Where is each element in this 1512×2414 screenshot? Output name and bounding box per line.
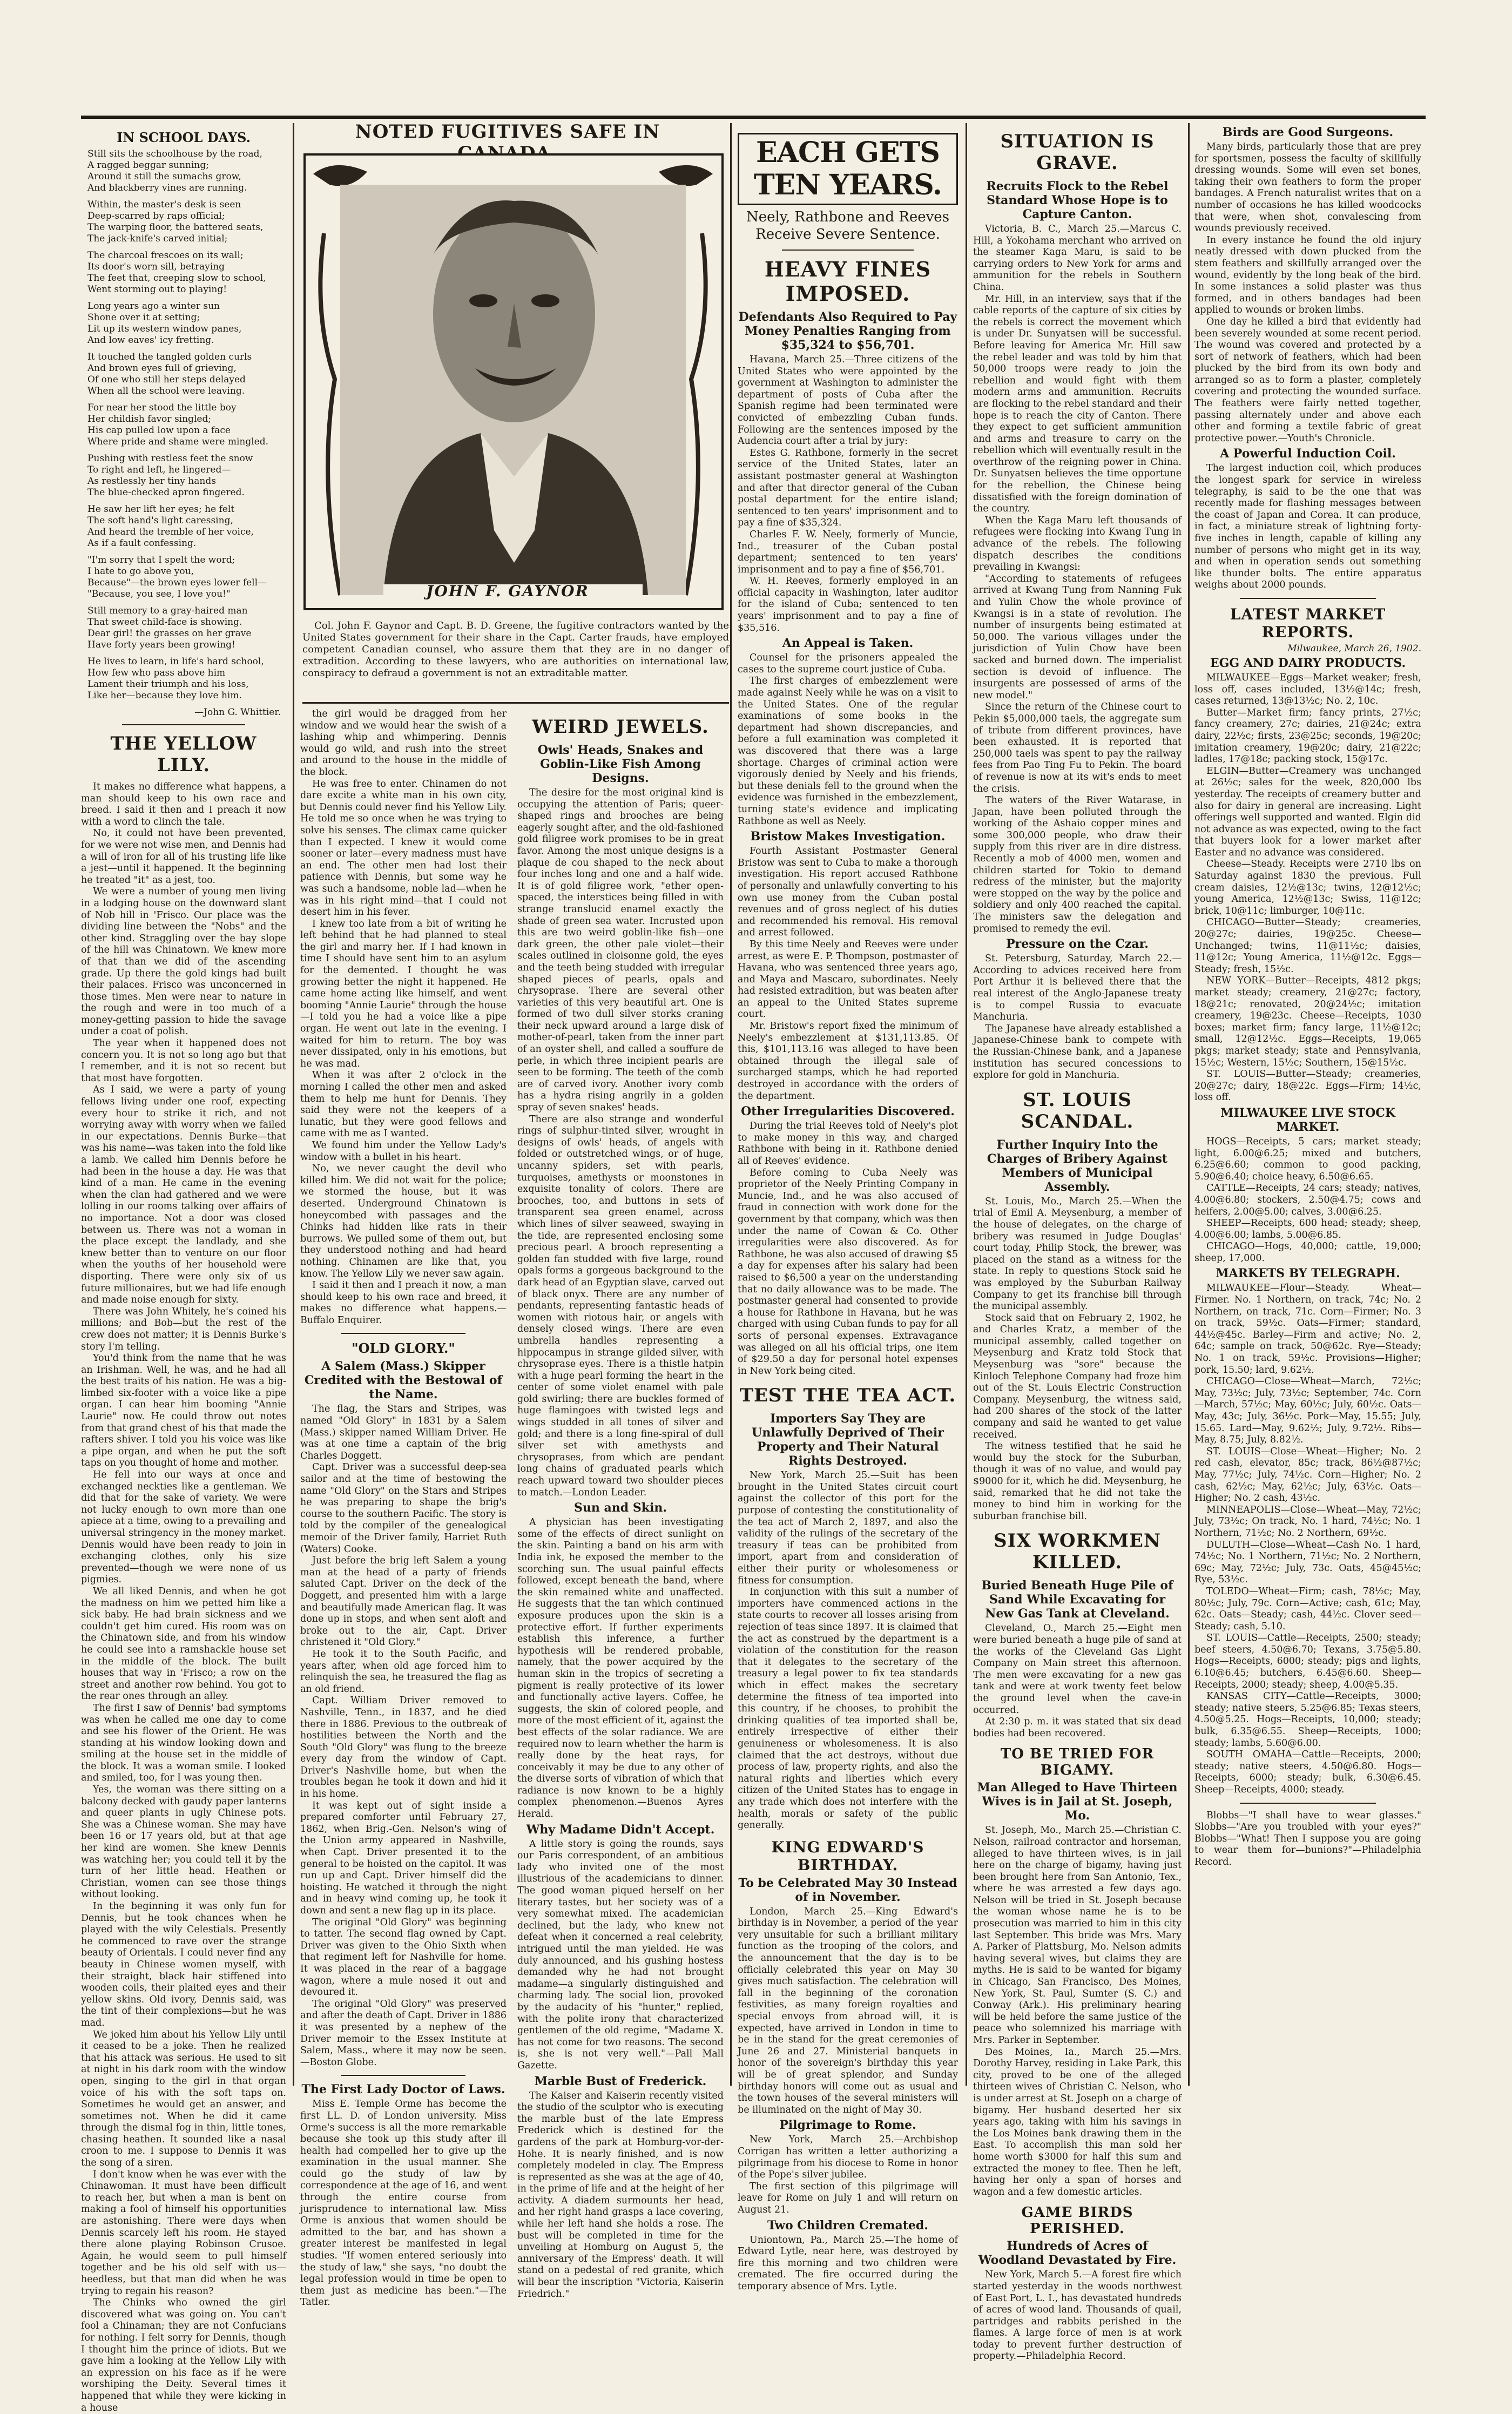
paragraph: Havana, March 25.—Three citizens of the United States who were appointed by the government at Washington to administer the department of posts of Cuba after the Spanish regime had been terminated were convicted of embezzling Cuban funds. Following are the sentences imposed by the Audencia court after a trial by jury:: [738, 354, 958, 447]
poem-title: IN SCHOOL DAYS.: [117, 130, 251, 145]
portrait-headline: NOTED FUGITIVES SAFE IN: [355, 121, 660, 143]
six-body: [973, 1623, 1182, 1739]
paragraph: Cheese—Steady. Receipts were 2710 lbs on Saturday against 1830 the previous. Full cream daisies, 12½@13c; twins, 12@12½c; young America, 12½@13c; Swiss, 11@12c; brick, 10@11c; limburger, 10@11c.: [1194, 859, 1421, 916]
bigamy-body: [973, 1825, 1182, 2198]
king-deck: To be Celebrated May 30 Instead of in November.: [738, 1876, 957, 1904]
paragraph: During the trial Reeves told of Neely's plot to make money in this way, and charged Rathbone with being in it. Rathbone denied all of Reeves' evidence.: [738, 1121, 958, 1166]
bristow-title: Bristow Makes Investigation.: [750, 830, 946, 844]
paragraph: ELGIN—Butter—Creamery was unchanged at 26½c; sales for the week, 820,000 lbs yesterday. The receipts of creamery butter and also for dairy in general are increasing. Light offerings well supported and wanted. Elgin did not advance as was expected, owing to the fact that buyers look for a lower market after Easter and no advance was considered.: [1194, 765, 1421, 858]
paragraph: A physician has been investigating some of the effects of direct sunlight on the skin. Painting a band on his arm with India ink, he exposed the member to the scorching sun. The usual painful effects followed, except beneath the band, where the skin remained white and unaffected. He suggests that the tan which continued exposure produces upon the skin is a protective effort. If further experiments establish this inference, a further hypothesis will be rendered probable, namely, that the power acquired by the human skin in the tropics of secreting a pigment is really protective of its lower and functionally active layers. Coffee, he suggests, the skin of colored people, and more of the most efficient of it, against the best effects of the solar radiance. We are required now to learn whether the harm is really done by the heat rays, for conceivably it may be due to any other of the diverse sorts of vibration of which that radiance is now known to be a highly complex phenomenon.—Buenos Ayres Herald.: [517, 1517, 724, 1820]
paragraph: W. H. Reeves, formerly employed in an official capacity in Washington, later auditor for the island of Cuba; sentenced to ten years' imprisonment and to pay a fine of $35,516.: [738, 576, 958, 633]
paragraph: The witness testified that he said he would buy the stock for the Suburban, though it was of no value, and would pay $9000 for it, which he did. Meysenburg, he said, remarked that he did not take the money to bind him in working for the suburban franchise bill.: [973, 1441, 1182, 1522]
column-rule: [966, 123, 967, 2086]
tea-title: TEST THE TEA ACT.: [739, 1385, 956, 1407]
portrait-svg: [302, 152, 725, 611]
paragraph: It makes no difference what happens, a man should keep to his own race and breed. I said it then and I preach it now with a word to clinch the tale.: [81, 781, 286, 827]
paragraph: The flag, the Stars and Stripes, was named "Old Glory" in 1831 by a Salem (Mass.) skipper named William Driver. He was at one time a captain of the brig Charles Doggett.: [300, 1404, 507, 1461]
paragraph: St. Louis, Mo., March 25.—When the trial of Emil A. Meysenburg, a member of the house of delegates, on the charge of bribery was resumed in Judge Douglas' court today, Philip Stock, the brewer, was placed on the stand as a witness for the state. In reply to questions Stock said he was employed by the Suburban Railway Company to get its franchise bill through the municipal assembly.: [973, 1196, 1182, 1312]
column-6: [1194, 123, 1421, 2096]
cremated-body: [738, 2235, 958, 2293]
column-5: [973, 123, 1182, 2362]
paragraph: New York, March 5.—A forest fire which started yesterday in the woods northwest of East Port, L. I., has devastated hundreds of acres of wood land. Thousands of quail, partridges and rabbits perished in the flames. A large force of men is at work today to prevent further destruction of property.—Philadelphia Record.: [973, 2269, 1182, 2362]
paragraph: NEW YORK—Butter—Receipts, 4812 pkgs; market steady; creamery, 21@27c; factory, 18@21c; renovated, 20@24½c; imitation creamery, 19@23c. Cheese—Receipts, 1030 boxes; market firm; fancy large, 11½@12c; small, 12@12½c. Eggs—Receipts, 19,065 pkgs; market steady; state and Pennsylvania, 15½c; Western, 15½c; Southern, 15@15½c.: [1194, 975, 1421, 1068]
six-title: SIX WORKMEN KILLED.: [994, 1530, 1161, 1574]
paragraph: New York, March 25.—Archbishop Corrigan has written a letter authorizing a pilgrimage from his diocese to Rome in honor of the Pope's silver jubilee.: [738, 2134, 958, 2181]
paragraph: The desire for the most original kind is occupying the attention of Paris; queer-shaped rings and brooches are being eagerly sought after, and the old-fashioned gold filigree work promises to be in great favor. Among the most unique designs is a plaque de cou shaped to the neck about four inches long and one and a half wide. It is of gold filigree work, "ether open-spaced, the interstices being filled in with strange translucid enamel exactly the shade of green sea water. Incrusted upon this are two weird goblin-like fish—one dark green, the other pale violet—their scales outlined in cloisonne gold, the eyes and the teeth being studded with irregular shaped pieces of pearls, opals and chrysoprase. There are several other varieties of this very beautiful art. One is formed of two dull silver storks craning their neck upward around a large disk of mother-of-pearl, taken from the inner part of an oyster shell, and called a souffure de perle, in which three incipient pearls are seen to be forming. The teeth of the comb are of carved ivory. Another ivory comb has a hydra rising angrily in a golden spray of seven snakes' heads.: [517, 787, 724, 1114]
divider: [1240, 598, 1376, 599]
paragraph: St. Petersburg, Saturday, March 22.—According to advices received here from Port Arthur it is believed there that the real interest of the Anglo-Japanese treaty is to compel Russia to evacuate Manchuria.: [973, 953, 1182, 1023]
paragraph: He took it to the South Pacific, and years after, when old age forced him to relinquish the sea, he treasured the flag as an old friend.: [300, 1648, 507, 1695]
paragraph: The largest induction coil, which produces the longest spark for service in wireless telegraphy, is said to be the one that was recently made for flashing messages between the coast of Japan and Corea. It can produce, in fact, a miniature streak of lightning forty-five inches in length, capable of killing any number of persons who might get in its way, and when in operation sends out something like thunder bolts. The entire apparatus weighs about 2000 pounds.: [1194, 463, 1421, 591]
paragraph: Counsel for the prisoners appealed the cases to the supreme court justice of Cuba.: [738, 652, 958, 675]
paragraph: Des Moines, Ia., March 25.—Mrs. Dorothy Harvey, residing in Lake Park, this city, proved to be one of the alleged thirteen wives of Christian C. Nelson, who is under arrest at St. Joseph on a charge of bigamy. Her husband deserted her six years ago, taking with him his savings in the Los Moines bank drawing them in the East. To accomplish this man sold her home worth $3000 for half this sum and extracted the money to flee. Then he left, having her only a span of horses and wagon and a few domestic articles.: [973, 2046, 1182, 2197]
paragraph: The Japanese have already established a Japanese-Chinese bank to compete with the Russian-Chinese bank, and a Japanese institution has secured concessions to explore for gold in Manchuria.: [973, 1023, 1182, 1081]
paragraph: Estes G. Rathbone, formerly in the secret service of the United States, later an assistant postmaster general at Washington and after that director general of the Cuban postal department for the entire island; sentenced to ten years' imprisonment and to pay a fine of $35,324.: [738, 447, 958, 529]
market-title: LATEST MARKET REPORTS.: [1230, 605, 1386, 641]
glory-deck: A Salem (Mass.) Skipper Credited with the Bestowal of the Name.: [304, 1359, 503, 1402]
paragraph: ST. LOUIS—Butter—Steady; creameries, 20@27c; dairy, 18@22c. Eggs—Firm; 14½c, loss off.: [1194, 1069, 1421, 1103]
paragraph: The original "Old Glory" was preserved and after the death of Capt. Driver in 1886 it was presented by a nephew of the Driver memoir to the Essex Institute at Salem, Mass., where it may now be seen.—Boston Globe.: [300, 1998, 507, 2068]
paragraph: St. Joseph, Mo., March 25.—Christian C. Nelson, railroad contractor and horseman, alleged to have thirteen wives, is in jail here on the charge of bigamy, having just been brought here from San Antonio, Tex., where he was arrested a few days ago. Nelson will be tried in St. Joseph because the woman whose name he is to be prosecution was married to him in this city last September. This bride was Mrs. Mary A. Parker of Plattsburg, Mo. Nelson admits having several wives, but claims they are myths. He is said to be wanted for bigamy in Chicago, San Francisco, Des Moines, New York, St. Paul, Sumter (S. C.) and Conway (Ark.). His preliminary hearing will be held before the same justice of the peace who solemnized his marriage with Mrs. Parker in September.: [973, 1825, 1182, 2046]
paragraph: By this time Neely and Reeves were under arrest, as were E. P. Thompson, postmaster of Havana, who was sentenced three years ago, and Maya and Mascaro, subordinates. Neely had resisted extradition, but was beaten after an appeal to the United States supreme court.: [738, 939, 958, 1020]
grave-title: SITUATION IS GRAVE.: [1000, 131, 1155, 174]
grave-body: [973, 224, 1182, 935]
pilgrimage-body: [738, 2134, 958, 2216]
divider: [341, 1333, 465, 1334]
joke-body: [1194, 1810, 1421, 1869]
stock-title: MILWAUKEE LIVE STOCK MARKET.: [1220, 1105, 1395, 1134]
irregularities-body: [738, 1121, 958, 1377]
paragraph: No, it could not have been prevented, for we were not wise men, and Dennis had a will of iron for all of his trusting life like a jest—until it happened. It the beginning he treated "it" as a jest, too.: [81, 828, 286, 886]
irregularities-title: Other Irregularities Discovered.: [741, 1104, 955, 1119]
paragraph: In the beginning it was only fun for Dennis, but he took chances when he played with the wily Celestials. Presently he commenced to rave over the strange beauty of Orientals. I could never find any beauty in Chinese women myself, with their straight, black hair stiffened into wooden coils, their plaited eyes and their yellow skins. Old ivory, Dennis said, was the tint of their complexions—but he was mad.: [81, 1901, 286, 2028]
divider: [782, 250, 914, 251]
jewel-deck: Owls' Heads, Snakes and Goblin-Like Fish Among Designs.: [537, 743, 704, 785]
czar-title: Pressure on the Czar.: [1006, 937, 1149, 952]
paragraph: the girl would be dragged from her window and we would hear the swish of a lashing whip and whimpering. Dennis would go wild, and rush into the street and around to the house in the middle of the block.: [300, 709, 507, 778]
paragraph: New York, March 25.—Suit has been brought in the United States circuit court against the collector of this port for the purpose of contesting the constitutionality of the tea act of March 2, 1897, and also the validity of the rulings of the secretary of the treasury if teas can be prohibited from import, apart from and consideration of either their purity or wholesomeness or fitness for consumption.: [738, 1470, 958, 1586]
poem: [81, 149, 286, 702]
paragraph: Fourth Assistant Postmaster General Bristow was sent to Cuba to make a thorough investigation. His report accused Rathbone of personally and unlawfully converting to his own use money from the Cuban postal revenues and of gross neglect of his duties and recommended his removal. His removal and arrest followed.: [738, 846, 958, 939]
paragraph: KANSAS CITY—Cattle—Receipts, 3000; steady; native steers, 5.25@6.85; Texas steers, 4.50@5.25. Hogs—Receipts, 10,000; steady; bulk, 6.35@6.55. Sheep—Receipts, 1000; steady; lambs, 5.60@6.00.: [1194, 1691, 1421, 1749]
paragraph: The year when it happened does not concern you. It is not so long ago but that I remember, and it is not so recent but that most have forgotten.: [81, 1038, 286, 1084]
divider: [1240, 1803, 1376, 1804]
market-date: Milwaukee, March 26, 1902.: [1287, 643, 1421, 654]
paragraph: Since the return of the Chinese court to Pekin $5,000,000 taels, the aggregate sum of tribute from different provinces, have been exhausted. It is reported that 250,000 taels was spent to pay the railway fees from Pao Ting Fu to Pekin. The board of revenue is now at its wit's ends to meet the crisis.: [973, 702, 1182, 794]
telegraph-title: MARKETS BY TELEGRAPH.: [1216, 1266, 1400, 1281]
glory-title: "OLD GLORY.": [352, 1340, 455, 1357]
portrait-rule: [302, 702, 729, 704]
paragraph: MINNEAPOLIS—Close—Wheat—May, 72½c; July, 73½c; On track, No. 1 hard, 74½c; No. 1 Northern, 71½c; No. 2 Northern, 69½c.: [1194, 1504, 1421, 1539]
deck-ten-years: Neely, Rathbone and Reeves Receive Severe Sentence.: [746, 209, 950, 242]
sun-title: Sun and Skin.: [574, 1501, 667, 1515]
poem-stanza: "I'm sorry that I spelt the word; I hate to go above you, Because"—the brown eyes lower fell— "Because, you see, I love you!": [87, 555, 267, 599]
paragraph: Capt. William Driver removed to Nashville, Tenn., in 1837, and he died there in 1886. Previous to the outbreak of hostilities between the North and the South "Old Glory" was flung to the breeze every day from the window of Capt. Driver's Nashville home, but when the troubles began he took it down and hid it in his home.: [300, 1695, 507, 1800]
birds-perished-body: [973, 2269, 1182, 2363]
poem-stanza: Pushing with restless feet the snow To right and left, he lingered— As restlessly her tiny hands The blue-checked apron fingered.: [87, 453, 253, 498]
madame-title: Why Madame Didn't Accept.: [526, 1822, 715, 1837]
madame-body: [517, 1839, 724, 2072]
column-rule: [730, 123, 732, 2086]
appeal-body: [738, 652, 958, 827]
poem-author: —John G. Whittier.: [194, 707, 281, 718]
paragraph: I don't know when he was ever with the Chinawoman. It must have been difficult to reach her, but when a man is bent on making a fool of himself his opportunities are astonishing. There were days when Dennis scarcely left his room. He stayed there alone playing Robinson Crusoe. Again, he would seem to pull himself together and be his old self with us—heedless, but that man did when he was trying to regain his reason?: [81, 2169, 286, 2297]
paragraph: It was kept out of sight inside a prepared comforter until February 27, 1862, when Brig.-Gen. Nelson's wing of the Union army appeared in Nashville, when Capt. Driver presented it to the general to be hoisted on the capitol. It was run up and Capt. Driver himself did the hoisting. He watched it through the night and in heavy wind coming up, he took it down and sent a new flag up in its place.: [300, 1800, 507, 1916]
paragraph: ST. LOUIS—Close—Wheat—Higher; No. 2 red cash, elevator, 85c; track, 86½@87½c; May, 77½c; July, 74½c. Corn—Higher; No. 2 cash, 62½c; May, 62½c; July, 63½c. Oats—Higher; No. 2 cash, 43½c.: [1194, 1446, 1421, 1504]
paragraph: ST. LOUIS—Cattle—Receipts, 2500; steady; beef steers, 4.50@6.70; Texans, 3.75@5.80. Hogs—Receipts, 6000; steady; pigs and lights, 6.10@6.45; butchers, 6.45@6.60. Sheep—Receipts, 2000; steady; sheep, 4.00@5.35.: [1194, 1633, 1421, 1690]
paragraph: We joked him about his Yellow Lily until it ceased to be a joke. Then he realized that his attack was serious. He used to sit at night in his dark room with the window open, singing to the girl in that organ voice of his with the soft taps on. Sometimes he would get an answer, and sometimes not. When he did it came through the dismal fog in thin, little tones, chasing heathen. It sounded like a nasal croon to me. I suppose to Dennis it was the song of a siren.: [81, 2029, 286, 2169]
surgeons-title: Birds are Good Surgeons.: [1222, 125, 1394, 139]
paragraph: Just before the brig left Salem a young man at the head of a party of friends saluted Capt. Driver on the deck of the Doggett, and presented him with a large and beautifully made American flag. It was done up in stops, and when sent aloft and broke out to the air, Capt. Driver christened it "Old Glory.": [300, 1555, 507, 1648]
paragraph: Cleveland, O., March 25.—Eight men were buried beneath a huge pile of sand at the works of the Cleveland Gas Light Company on Main street this afternoon. The men were excavating for a new gas tank and were at work twenty feet below the ground level when the cave-in occurred.: [973, 1623, 1182, 1716]
birds-perished-title: GAME BIRDS PERISHED.: [1021, 2204, 1133, 2237]
appeal-title: An Appeal is Taken.: [782, 636, 914, 651]
poem-stanza: For near her stood the little boy Her childish favor singled; His cap pulled low upon a face Where pride and shame were mingled.: [87, 402, 269, 447]
pilgrimage-title: Pilgrimage to Rome.: [779, 2118, 916, 2133]
paragraph: SOUTH OMAHA—Cattle—Receipts, 2000; steady; native steers, 4.50@6.80. Hogs—Receipts, 6000; steady; bulk, 6.30@6.45. Sheep—Receipts, 4000; steady.: [1194, 1749, 1421, 1795]
paragraph: Before coming to Cuba Neely was proprietor of the Neely Printing Company in Muncie, Ind., and he was also accused of fraud in connection with work done for the government by that company, which was then under the name of Cowan & Co. Other irregularities were also discovered. As for Rathbone, he was also accused of drawing $5 a day for expenses after his salary had been raised to $6,500 a year on the understanding that no daily allowance was to be made. The postmaster general had consented to provide a house for Rathbone in Havana, but he was charged with using Cuban funds to pay for all sorts of personal expenses. Extravagance was alleged on all his official trips, one item of $29.50 a day for personal hotel expenses in New York being cited.: [738, 1167, 958, 1377]
paragraph: The waters of the River Watarase, in Japan, have been polluted through the working of the Ashaio copper mines and some 300,000 people, who draw their supply from this river are in dire distress. Recently a mob of 4000 men, women and children started for Tokio to demand redress of the minister, but the majority were stopped on the way by the police and soldiery and only 400 reached the capital. The ministers saw the delegation and promised to remedy the evil.: [973, 795, 1182, 934]
paragraph: The first section of this pilgrimage will leave for Rome on July 1 and will return on August 21.: [738, 2181, 958, 2215]
paragraph: We were a number of young men living in a lodging house on the downward slant of Nob hill in 'Frisco. Our place was the dividing line between the "Nobs" and the other kind. Straggling over the bay slope of the hill was Chinatown. We knew more of that than we did of the ascending grade. Up there the gold kings had built their palaces. Frisco was unconcerned in those times. Men were near to nature in the rough and were in too much of a money-getting passion to hide the savage under a coat of polish.: [81, 886, 286, 1037]
poem-stanza: He saw her lift her eyes; he felt The soft hand's light caressing, And heard the tremble of her voice, As if a fault confessing.: [87, 504, 254, 549]
poem-stanza: Within, the master's desk is seen Deep-scarred by raps official; The warping floor, the battered seats, The jack-knife's carved initial;: [87, 199, 264, 244]
paragraph: I knew too late from a bit of writing he left behind that he had planned to steal the girl and marry her. If I had known in time I should have sent him to an asylum for the demented. I thought he was growing better the night it happened. He came home acting like himself, and went booming "Annie Laurie" through the house—I told you he had a voice like a pipe organ. He went out late in the evening. I waited for him to return. The boy was never dissipated, only in his emotions, but he was mad.: [300, 918, 507, 1069]
poem-stanza: It touched the tangled golden curls And brown eyes full of grieving, Of one who still her steps delayed When all the school were leaving.: [87, 352, 252, 396]
poem-stanza: Still sits the schoolhouse by the road, A ragged beggar sunning; Around it still the sumachs grow, And blackberry vines are running.: [87, 149, 262, 193]
six-deck: Buried Beneath Huge Pile of Sand While Excavating for New Gas Tank at Cleveland.: [981, 1579, 1173, 1621]
coil-body: [1194, 463, 1421, 591]
paragraph: Mr. Bristow's report fixed the minimum of Neely's embezzlement at $131,113.85. Of this, $101,113.16 was alleged to have been obtained through the illegal sale of surcharged stamps, which he had reported destroyed in accordance with the orders of the department.: [738, 1021, 958, 1102]
king-title: KING EDWARD'S BIRTHDAY.: [771, 1838, 924, 1874]
paragraph: MILWAUKEE—Eggs—Market weaker; fresh, loss off, cases included, 13½@14c; fresh, cases returned, 13@13½c; No. 2, 10c.: [1194, 672, 1421, 707]
egg-title: EGG AND DAIRY PRODUCTS.: [1210, 656, 1406, 670]
bristow-body: [738, 846, 958, 1102]
paragraph: He was free to enter. Chinamen do not dare excite a white man in his own city, but Dennis could never find his Yellow Lily. He told me so once when he was trying to solve his senses. The climax came quicker than I expected. I knew it would come sooner or later—every madness must have an end. The other men had lost their patience with Dennis, but some way he was such a handsome, noble lad—when he was in his right mind—that I could not desert him in his fever.: [300, 778, 507, 918]
portrait-caption: Col. John F. Gaynor and Capt. B. D. Greene, the fugitive contractors wanted by the United States government for their share in the Capt. Carter frauds, have employed competent Canadian counsel, who assure them that they are in no danger of extradition. According to these lawyers, who are authorities on international law, conspiracy to defraud a government is not an extraditable matter.: [302, 620, 729, 679]
paragraph: TOLEDO—Wheat—Firm; cash, 78½c; May, 80½c; July, 79c. Corn—Active; cash, 61c; May, 62c. Oats—Steady; cash, 44½c. Clover seed—Steady; cash, 5.10.: [1194, 1586, 1421, 1632]
stock-body: [1194, 1136, 1421, 1265]
paragraph: Capt. Driver was a successful deep-sea sailor and at the time of bestowing the name "Old Glory" on the Stars and Stripes he was preparing to shape the brig's course to the southern Pacific. The story is told by the compiler of the genealogical memoir of the Driver family, Harriet Ruth (Waters) Cooke.: [300, 1462, 507, 1555]
paragraph: Blobbs—"I shall have to wear glasses." Slobbs—"Are you troubled with your eyes?" Blobbs—"What! Then I suppose you are going to wear them for—bunions?"—Philadelphia Record.: [1194, 1810, 1421, 1867]
paragraph: DULUTH—Close—Wheat—Cash No. 1 hard, 74½c; No. 1 Northern, 71½c; No. 2 Northern, 69c; May, 72½c; July, 73c. Oats, 45@45½c; Rye, 53½c.: [1194, 1539, 1421, 1586]
column-rule: [293, 123, 294, 2086]
paragraph: "According to statements of refugees arrived at Kwang Tung from Nanning Fuk and Yulin Chow the whole province of Kwangsi is in a state of revolution. The number of insurgents being estimated at 50,000. The various villages under the jurisdiction of Yulin Chow have been sacked and burned down. The imperialist section is devoid of influence. The insurgents are possessed of arms of the new model.": [973, 573, 1182, 701]
paragraph: SHEEP—Receipts, 600 head; steady; sheep, 4.00@6.00; lambs, 5.00@6.85.: [1194, 1218, 1421, 1240]
laws-body: [300, 2099, 507, 2309]
paragraph: In every instance he found the old injury neatly dressed with down plucked from the stem feathers and skillfully arranged over the wound, evidently by the long beak of the bird. In some instances a solid plaster was thus formed, and in others bandages had been applied to wounds or broken limbs.: [1194, 234, 1421, 316]
grave-deck: Recruits Flock to the Rebel Standard Whose Hope is to Capture Canton.: [986, 179, 1169, 221]
paragraph: The first I saw of Dennis' bad symptoms was when he called me one day to come and see his flower of the Orient. He was standing at his window looking down and smiling at the house set in the middle of the block. It was a woman smile. I looked and smiled, too, for I was young then.: [81, 1702, 286, 1784]
portrait-illustration: [302, 152, 725, 611]
deck-fines: Defendants Also Required to Pay Money Penalties Ranging from $35,324 to $56,701.: [738, 310, 957, 352]
paragraph: At 2:30 p. m. it was stated that six dead bodies had been recovered.: [973, 1716, 1182, 1739]
king-body: [738, 1906, 958, 2116]
paragraph: The original "Old Glory" was beginning to tatter. The second flag owned by Capt. Driver was given to the Ohio Sixth when that regiment left for Nashville for home. It was placed in the rear of a baggage wagon, where a mule nosed it out and devoured it.: [300, 1917, 507, 1998]
paragraph: As I said, we were a party of young fellows living under one roof, expecting every hour to strike it rich, and not worrying away with worry when we failed in our expectations. Dennis Burke—that was his name—was taken into the fold like a lamb. We called him Dennis before he had been in the house a day. He was that kind of a man. He came in the evening when the clan had gathered and we were lolling in our rooms talking over affairs of no importance. Not a door was closed between us. There was not a woman in the place except the landlady, and she knew better than to venture on our floor when the youths of her household were disporting. There were only six of us future millionaires, but we had life enough and made noise enough for sixty.: [81, 1084, 286, 1306]
paragraph: I said it then and I preach it now, a man should keep to his own race and breed, it makes no difference what happens.—Buffalo Enquirer.: [300, 1280, 507, 1326]
paragraph: When the Kaga Maru left thousands of refugees were flocking into Kwang Tung in advance of the rebels. The following dispatch describes the conditions prevailing in Kwangsi:: [973, 515, 1182, 573]
paragraph: There are also strange and wonderful rings of sulphur-tinted silver, wrought in designs of owls' heads, of angels with folded or outstretched wings, or of huge, uncanny spiders, set with pearls, turquoises, amethysts or moonstones in exquisite tonality of colors. There are brooches, too, and buttons in sets of transparent sea green enamel, across which lines of silver seaweed, swaying in the tide, are represented enclosing some precious pearl. A brooch representing a golden fan studded with five large, round opals forms a gorgeous background to the dark head of an Egyptian slave, carved out of black onyx. There are any number of pendants, representing fantastic heads of women with riotous hair, or angels with densely closed wings. There are even umbrella handles representing a hippocampus in strange gilded silver, with chrysoprase eyes. There is a thistle hatpin with a huge pearl forming the heart in the center of some violet enamel with pale gold swirling; there are buckles formed of huge flamingoes with twisted legs and wings studded in all tones of silver and gold; and there is a long fine-spiral of dull silver set with amethysts and chrysoprases, from which are pendant long chains of graduated pearls which reach upward toward two shoulder pieces to match.—London Leader.: [517, 1114, 724, 1498]
paragraph: Stock said that on February 2, 1902, he and Charles Kratz, a member of the municipal assembly, called together on Meysenburg and Kratz told Stock that Meysenburg was "sore" because the Kinloch Telephone Company had froze him out of the St. Louis Electric Construction Company. Meysenburg, the witness said, had 200 shares of the stock of the latter company and said he wanted to get value received.: [973, 1312, 1182, 1440]
column-3: [517, 709, 724, 2300]
stl-deck: Further Inquiry Into the Charges of Bribery Against Members of Municipal Assembly.: [987, 1137, 1168, 1194]
birds-perished-deck: Hundreds of Acres of Woodland Devastated by Fire.: [978, 2239, 1177, 2268]
paragraph: CHICAGO—Close—Wheat—March, 72½c; May, 73½c; July, 73½c; September, 74c. Corn—March, 57½c; May, 60½c; July, 60½c. Oats—May, 43c; July, 36½c. Pork—May, 15.55; July, 15.65. Lard—May, 9.62½; July, 9.72½. Ribs—May, 8.75; July, 8.82½.: [1194, 1376, 1421, 1446]
marble-body: [517, 2091, 724, 2301]
story-continued: [300, 709, 507, 1326]
story-title: THE YELLOW LILY.: [110, 733, 257, 776]
top-rule: [81, 116, 1426, 119]
stl-body: [973, 1196, 1182, 1523]
column-1: [81, 123, 286, 2413]
portrait-name-label: JOHN F. GAYNOR: [426, 582, 589, 600]
paragraph: The Chinks who owned the girl discovered what was going on. You can't fool a Chinaman; they are not Confucians for nothing. I felt sorry for Dennis, though I thought him the prince of idiots. But we gave him a looking at the Yellow Lily with an expression on his face as if he were worshiping the Deity. Several times it happened that while they were kicking in a house: [81, 2297, 286, 2413]
cremated-title: Two Children Cremated.: [767, 2218, 928, 2233]
paragraph: Butter—Market firm; fancy prints, 27½c; fancy creamery, 27c; dairies, 21@24c; extra dairy, 22½c; firsts, 23@25c; seconds, 19@20c; imitation creamery, 19@20c; dairy, 21@22c; ladles, 17@18c; packing stock, 15@17c.: [1194, 707, 1421, 765]
bigamy-deck: Man Alleged to Have Thirteen Wives is in Jail at St. Joseph, Mo.: [977, 1781, 1178, 1823]
paragraph: CATTLE—Receipts, 24 cars; steady; natives, 4.00@6.80; stockers, 2.50@4.75; cows and heifers, 2.00@5.00; calves, 3.00@6.25.: [1194, 1183, 1421, 1217]
paragraph: You'd think from the name that he was an Irishman. Well, he was, and he had all the best traits of his nation. He was a big-limbed six-footer with a voice like a pipe organ. I can hear him booming "Annie Laurie" now. He could throw out notes from that grand chest of his that made the rafters shiver. I told you his voice was like a pipe organ, and when he put the soft taps on you thought of home and mother.: [81, 1353, 286, 1469]
paragraph: Victoria, B. C., March 25.—Marcus C. Hill, a Yokohama merchant who arrived on the steamer Kaga Maru, is said to be carrying orders to New York for arms and ammunition for the rebels in Southern China.: [973, 224, 1182, 293]
laws-title: The First Lady Doctor of Laws.: [301, 2082, 505, 2097]
jewel-title: WEIRD JEWELS.: [532, 716, 709, 738]
paragraph: He fell into our ways at once and exchanged neckties like a gentleman. We did that for the sake of variety. We were not lucky enough to own more than one apiece at a time, owing to a prevailing and universal stringency in the money market. Dennis would have been ready to join in exchanging clothes, only his size prevented—though we were none of us pigmies.: [81, 1469, 286, 1586]
paragraph: A little story is going the rounds, says our Paris correspondent, of an ambitious lady who invited one of the most illustrious of the academicians to dinner. The good woman piqued herself on her literary tastes, but her society was of a very somewhat mixed. The academician declined, but the lady, who knew not defeat when it concerned a real celebrity, intrigued until the man yielded. He was duly announced, and his gushing hostess demanded why he had not brought madame—a singularly distinguished and charming lady. The social lion, provoked by the audacity of his "hunter," replied, with the polite irony that characterized gentlemen of the old regime, "Madame X. has not come for two reasons. The second is, she is not very well."—Pall Mall Gazette.: [517, 1838, 724, 2071]
paragraph: Mr. Hill, in an interview, says that if the cable reports of the capture of six cities by the rebels is correct the movement which is under Dr. Sunyatsen will be successful. Before leaving for America Mr. Hill saw the rebel leader and was told by him that 50,000 troops were ready to join the rebellion and would fight with them modern arms and ammunition. Recruits are flocking to the rebel standard and their hope is to reach the city of Canton. There they expect to get sufficient ammunition and arms and treasure to carry on the rebellion which will eventually result in the overthrow of the reigning power in China. Dr. Sunyatsen believes the time opportune for the rebellion, the Chinese being dissatisfied with the foreign domination of the country.: [973, 293, 1182, 515]
fraud-body: [738, 354, 958, 634]
paragraph: There was John Whitely, he's coined his millions; and Bob—but the rest of the crew does not matter; it is Dennis Burke's story I'm telling.: [81, 1306, 286, 1352]
paragraph: CHICAGO—Hogs, 40,000; cattle, 19,000; sheep, 17,000.: [1194, 1241, 1421, 1264]
poem-stanza: He lives to learn, in life's hard school, How few who pass above him Lament their triumph and his loss, Like her—because they love him.: [87, 656, 264, 701]
telegraph-body: [1194, 1283, 1421, 1796]
paragraph: Yes, the woman was there sitting on a balcony decked with gaudy paper lanterns and queer plants in ugly Chinese pots. She was a Chinese woman. She may have been 16 or 17 years old, but at that age her kind are women. She knew Dennis was watching her; you could tell it by the turn of her little head. Heathen or Christian, women can see those things without looking.: [81, 1784, 286, 1900]
paragraph: When it was after 2 o'clock in the morning I called the other men and asked them to help me hunt for Dennis. They said they were not the keepers of a lunatic, but they were good fellows and came with me as I wanted.: [300, 1070, 507, 1139]
paragraph: HOGS—Receipts, 5 cars; market steady; light, 6.00@6.25; mixed and butchers, 6.25@6.60; common to good packing, 5.90@6.40; choice heavy, 6.50@6.65.: [1194, 1136, 1421, 1182]
paragraph: In conjunction with this suit a number of importers have commenced actions in the state courts to recover all losses arising from rejection of teas since 1897. It is claimed that the act as construed by the department is a violation of the constitution for the reason that it delegates to the secretary of the treasury a legal power to fix tea standards which in effect makes the secretary determine the fitness of tea imported into this country, if he chooses, to prohibit the drinking qualities of tea imported shall be, entirely irrespective of either their genuineness or wholesomeness. It is also claimed that the act destroys, without due process of law, property rights, and also the natural rights and liberties which every citizen of the United States has to engage in any trade which does not interfere with the health, morals or safety of the public generally.: [738, 1587, 958, 1831]
paragraph: Miss E. Temple Orme has become the first LL. D. of London university. Miss Orme's success is all the more remarkable because she took up this study after ill health had compelled her to give up the examination in the usual manner. She could go the study of law by correspondence at the age of 16, and went through the entire course from jurisprudence to international law. Miss Orme is anxious that women should be admitted to the bar, and has shown a greater interest be manifested in legal studies. "If women entered seriously into the study of law," she says, "no doubt the legal profession would in time be open to them just as medicine has been."—The Tatler.: [300, 2099, 507, 2308]
poem-stanza: Long years ago a winter sun Shone over it at setting; Lit up its western window panes, And low eaves' icy fretting.: [87, 301, 242, 346]
divider: [122, 724, 245, 725]
poem-stanza: Still memory to a gray-haired man That sweet child-face is showing. Dear girl! the grasses on her grave Have forty years been growing!: [87, 605, 252, 650]
paragraph: CHICAGO—Butter—Steady; creameries, 20@27c; dairies, 19@25c. Cheese—Unchanged; twins, 11@11½c; daisies, 11@12c; Young America, 11½@12c. Eggs—Steady; fresh, 15½c.: [1194, 917, 1421, 975]
czar-body: [973, 953, 1182, 1082]
divider: [341, 2075, 465, 2076]
bigamy-title: TO BE TRIED FOR BIGAMY.: [1000, 1746, 1155, 1779]
headline-fines: HEAVY FINES IMPOSED.: [764, 257, 932, 306]
jewel-body: [517, 787, 724, 1499]
paragraph: We found him under the Yellow Lady's window with a bullet in his heart.: [300, 1139, 507, 1163]
glory-body: [300, 1404, 507, 2068]
paragraph: The Kaiser and Kaiserin recently visited the studio of the sculptor who is executing the marble bust of the late Empress Frederick which is destined for the gardens of the park at Homburg-vor-der-Hohe. It is nearly finished, and is now completely modeled in clay. The Empress is represented as she was at the age of 40, in the prime of life and at the height of her activity. A diadem surmounts her head, and her right hand grasps a lace covering, while her left hand she holds a rose. The bust will be completed in time for the unveiling at Homburg on August 5, the anniversary of the Empress' death. It will stand on a pedestal of red granite, which will bear the inscription "Victoria, Kaiserin Friedrich.": [517, 2090, 724, 2300]
paragraph: We all liked Dennis, and when he got the madness on him we petted him like a sick baby. He had brain sickness and we couldn't get him cured. His room was on the Chinatown side, and from his window he could see into a ramshackle house set in the middle of the block. The built houses that way in 'Frisco; a row on the street and another row behind. You got to the rear ones through an alley.: [81, 1586, 286, 1702]
column-rule: [1188, 123, 1190, 2086]
paragraph: The first charges of embezzlement were made against Neely while he was on a visit to the United States. One of the regular examinations of some books in the department had shown discrepancies, and before a full examination was completed it was discovered that there was a large shortage. Charges of criminal action were vigorously denied by Neely and his friends, but these denials fell to the ground when the evidence was furnished in the embezzlement, turning state's evidence and implicating Rathbone as well as Neely.: [738, 676, 958, 827]
surgeons-body: [1194, 141, 1421, 444]
paragraph: MILWAUKEE—Flour—Steady. Wheat—Firmer. No. 1 Northern, on track, 74c; No. 2 Northern, on track, 71c. Corn—Firmer; No. 3 on track, 59½c. Oats—Firmer; standard, 44½@45c. Barley—Firm and active; No. 2, 64c; sample on track, 50@62c. Rye—Steady; No. 1 on track, 59½c. Provisions—Higher; pork, 15.50; lard, 9.62½.: [1194, 1283, 1421, 1375]
column-4: [738, 123, 958, 2292]
paragraph: One day he killed a bird that evidently had been severely wounded at some recent period. The wound was covered and protected by a sort of network of feathers, which had been plucked by the bird from its own body and arranged so as to form a plaster, completely covering and protecting the wounded surface. The feathers were fairly netted together, passing alternately under and above each other and forming a textile fabric of great protective power.—Youth's Chronicle.: [1194, 316, 1421, 444]
tea-body: [738, 1470, 958, 1831]
paragraph: No, we never caught the devil who killed him. We did not wait for the police; we stormed the house, but it was deserted. Underground Chinatown is honeycombed with passages and the Chinks had hidden like rats in their burrows. We pulled some of them out, but they understood nothing and had heard nothing. Chinamen are like that, you know. The Yellow Lily we never saw again.: [300, 1163, 507, 1279]
sun-body: [517, 1517, 724, 1820]
poem-stanza: The charcoal frescoes on its wall; Its door's worn sill, betraying The feet that, creeping slow to school, Went storming out to playing!: [87, 250, 266, 295]
market-body: [1194, 672, 1421, 1104]
paragraph: Many birds, particularly those that are prey for sportsmen, possess the faculty of skillfully dressing wounds. Some will even set bones, taking their own feathers to form the proper bandages. A French naturalist writes that on a number of occasions he has killed woodcocks that were, when shot, convalescing from wounds previously received.: [1194, 141, 1421, 234]
column-2: [300, 709, 507, 2308]
paragraph: London, March 25.—King Edward's birthday is in November, a period of the year very unsuitable for such a brilliant military function as the trooping of the colors, and the announcement that the day is to be officially celebrated this year on May 30 gives much satisfaction. The celebration will fall in the beginning of the coronation festivities, as many foreign royalties and special envoys from abroad will, it is expected, have arrived in London in time to be in the stand for the great ceremonies of June 26 and 27. Ministerial banquets in honor of the sovereign's birthday this year will be of great splendor, and Sunday birthday honors will come out as usual and the town houses of the several ministers will be illuminated on the night of May 30.: [738, 1906, 958, 2115]
coil-title: A Powerful Induction Coil.: [1220, 447, 1396, 461]
paragraph: Charles F. W. Neely, formerly of Muncie, Ind., treasurer of the Cuban postal department; sentenced to ten years' imprisonment and to pay a fine of $56,701.: [738, 529, 958, 575]
headline-ten-years: EACH GETS TEN YEARS.: [738, 133, 958, 205]
paragraph: Uniontown, Pa., March 25.—The home of Edward Lytle, near here, was destroyed by fire this morning and two children were cremated. The fire occurred during the temporary absence of Mrs. Lytle.: [738, 2234, 958, 2292]
stl-title: ST. LOUIS SCANDAL.: [1021, 1089, 1134, 1132]
story-body: [81, 781, 286, 2414]
tea-deck: Importers Say They are Unlawfully Deprived of Their Property and Their Natural Rights Destroyed.: [752, 1412, 944, 1468]
marble-title: Marble Bust of Frederick.: [534, 2074, 707, 2088]
